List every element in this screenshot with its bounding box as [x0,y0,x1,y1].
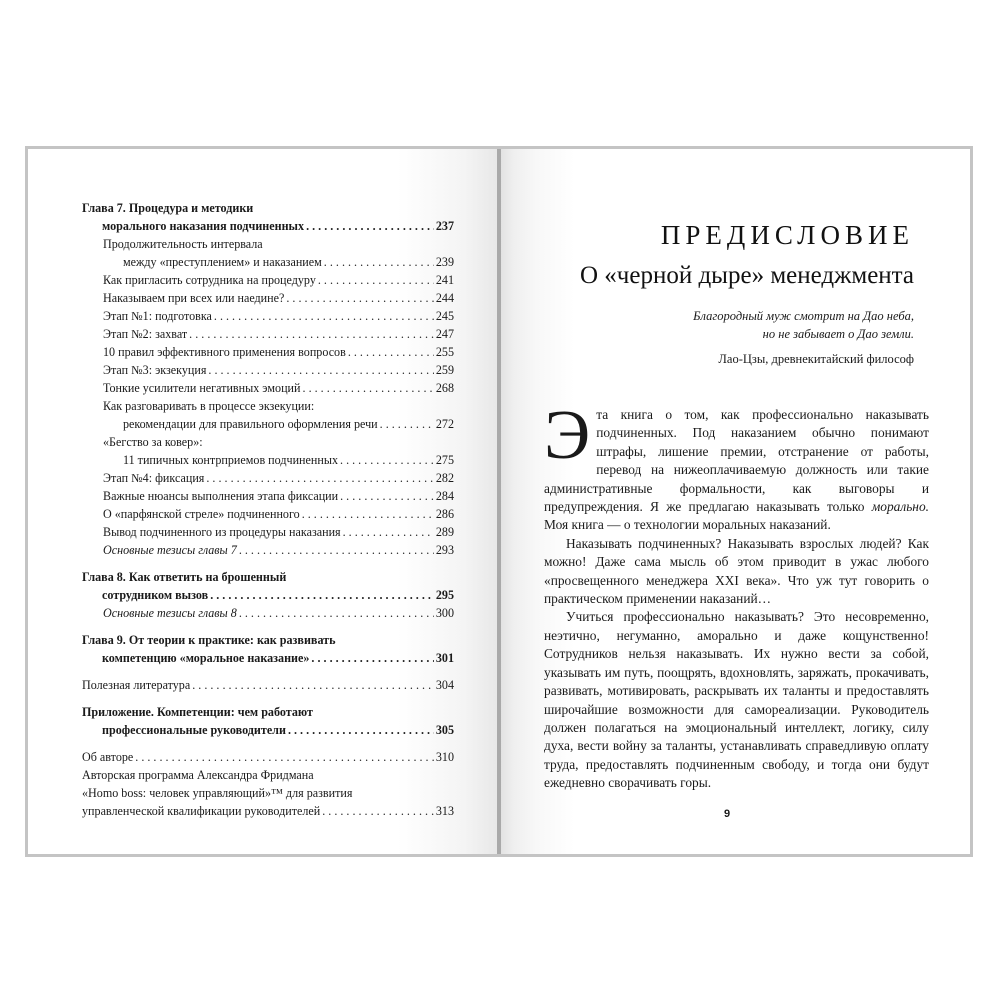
toc-line [82,676,454,694]
toc-entry [82,505,454,523]
toc-leader-dots [214,307,434,325]
toc-leader-dots [318,271,434,289]
toc-entry [82,199,454,235]
toc-leader-dots [302,505,434,523]
toc-leader-dots [189,325,434,343]
toc-leader-dots [135,748,434,766]
toc-page-number: 295 [435,588,454,602]
toc-line [103,487,454,505]
toc-entry [82,469,454,487]
toc-title: Об авторе [82,750,134,764]
paragraph-text: Моя книга — о технологии моральных наказаний. [544,517,831,533]
toc-entry [82,235,454,271]
drop-cap: Э [544,397,591,474]
toc-title: Тонкие усилители негативных эмоций [103,381,301,395]
toc-line [103,523,454,541]
toc-line [103,235,454,253]
toc-title: компетенцию «моральное наказание» [102,651,310,665]
toc-leader-dots [206,469,433,487]
toc-title: Авторская программа Александра Фридмана [82,768,314,782]
toc-entry [82,631,454,667]
toc-entry [82,703,454,739]
preface-subtitle: О «черной дыре» менеджмента [579,262,914,289]
toc-page-number: 301 [435,651,454,665]
toc-title: Наказываем при всех или наедине? [103,291,285,305]
toc-entry [82,604,454,622]
toc-entry [82,397,454,433]
toc-line [82,748,454,766]
toc-page-number: 300 [435,606,454,620]
toc-leader-dots [322,802,434,820]
toc-leader-dots [239,604,434,622]
toc-line [82,784,454,802]
epigraph-line: но не забывает о Дао земли. [762,327,914,341]
toc-entry [82,361,454,379]
toc-title: управленческой квалификации руководителей [82,804,321,818]
toc-leader-dots [192,676,434,694]
toc-page-number: 237 [435,219,454,233]
toc-line [103,451,454,469]
toc-title: Этап №2: захват [103,327,188,341]
toc-entry [82,541,454,559]
toc-title: сотрудником вызов [102,588,209,602]
toc-leader-dots [343,523,434,541]
toc-line [103,343,454,361]
toc-line [103,415,454,433]
toc-title: Основные тезисы главы 8 [103,606,237,620]
paragraph [544,397,929,535]
toc-entry [82,766,454,820]
toc-title: Важные нюансы выполнения этапа фиксации [103,489,339,503]
toc-title: 10 правил эффективного применения вопросов [103,345,346,359]
toc-title: Полезная литература [82,678,191,692]
preface-title: ПРЕДИСЛОВИЕ [660,220,914,250]
toc-title: между «преступлением» и наказанием [123,255,322,269]
toc-title: Вывод подчиненного из процедуры наказания [103,525,341,539]
paragraph-text: та книга о том, как профессионально наказывать подчиненных. Под наказанием обычно понимают штрафы, лишение премии, отстранение от работы, перевод на нижеоплачиваемую должность или такие административные формальности, как выговоры и предупреждения. Я же предлагаю наказывать только [544,407,929,515]
toc-page-number: 245 [435,309,454,323]
toc-page-number: 310 [435,750,454,764]
toc-page-number: 313 [435,804,454,818]
toc-leader-dots [210,586,434,604]
toc-title: Этап №4: фиксация [103,471,205,485]
page-number: 9 [724,808,731,820]
toc-line [82,199,454,217]
paragraph: Наказывать подчиненных? Наказывать взрослых людей? Как можно! Даже сама мысль об этом приводит в ужас любого «просвещенного менеджера XXI века». Что уж тут говорить о практическом применении наказаний… [544,535,929,607]
toc-entry [82,379,454,397]
toc-title: 11 типичных контрприемов подчиненных [123,453,339,467]
book-spine [497,149,501,854]
toc-title: морального наказания подчиненных [102,219,305,233]
toc-line [82,217,454,235]
toc-title: Продолжительность интервала [103,237,263,251]
toc-title: Основные тезисы главы 7 [103,543,237,557]
toc-page-number: 259 [435,363,454,377]
epigraph-author: Лао-Цзы, древнекитайский философ [718,352,914,366]
toc-line [103,307,454,325]
toc-line [82,649,454,667]
toc-title: рекомендации для правильного оформления речи [123,417,378,431]
toc-leader-dots [288,721,434,739]
toc-entry [82,523,454,541]
toc-title: «Homo boss: человек управляющий»™ для развития [82,786,353,800]
toc-page-number: 286 [435,507,454,521]
open-book [25,146,973,853]
toc-line [103,469,454,487]
toc-title: Этап №3: экзекуция [103,363,207,377]
toc-line [103,379,454,397]
toc-entry [82,343,454,361]
toc-page-number: 241 [435,273,454,287]
toc-entry [82,307,454,325]
toc-title: Глава 9. От теории к практике: как развивать [82,633,336,647]
toc-line [82,802,454,820]
toc-title: Глава 8. Как ответить на брошенный [82,570,287,584]
epigraph-line: Благородный муж смотрит на Дао неба, [693,309,914,323]
toc-leader-dots [239,541,434,559]
toc-title: «Бегство за ковер»: [103,435,203,449]
toc-leader-dots [348,343,434,361]
toc-page-number: 305 [435,723,454,737]
toc-line [103,541,454,559]
preface-header [580,219,914,291]
toc-title: Глава 7. Процедура и методики [82,201,254,215]
preface-body [544,397,929,793]
toc-line [103,289,454,307]
toc-leader-dots [306,217,434,235]
toc-page-number: 282 [435,471,454,485]
toc-page-number: 293 [435,543,454,557]
toc-line [103,325,454,343]
toc-line [103,397,454,415]
paragraph: Учиться профессионально наказывать? Это несовременно, неэтично, негуманно, аморально и даже кощунственно! Сотрудников нельзя наказывать. Их нужно вести за собой, указывать им путь, поощрять, вдохновлять, заряжать, прокачивать, развивать, мотивировать, раскрывать их таланты и предоставлять широчайшие возможности для самореализации. Руководитель должен полагаться на эмоциональный интеллект, логику, силу духа, вести войну за таланты, устанавливать справедливую оплату труда, предоставлять подчиненным свободу, и тогда они будут ежедневно сворачивать горы. [544,609,929,791]
right-page [499,146,973,857]
toc-line [82,766,454,784]
toc-title: Как разговаривать в процессе экзекуции: [103,399,315,413]
toc-line [82,721,454,739]
toc-page-number: 239 [435,255,454,269]
toc-leader-dots [340,451,434,469]
left-page [25,146,502,857]
toc-page-number: 284 [435,489,454,503]
toc-leader-dots [286,289,434,307]
toc-entry [82,289,454,307]
toc-entry [82,487,454,505]
toc-page-number: 247 [435,327,454,341]
toc-line [82,631,454,649]
toc-title: Как пригласить сотрудника на процедуру [103,273,316,287]
toc-entry [82,676,454,694]
toc-page-number: 275 [435,453,454,467]
toc-page-number: 289 [435,525,454,539]
table-of-contents [82,199,454,820]
toc-page-number: 304 [435,678,454,692]
toc-line [103,604,454,622]
toc-leader-dots [303,379,434,397]
emphasis-text: морально. [871,499,929,515]
toc-page-number: 255 [435,345,454,359]
toc-entry [82,568,454,604]
toc-line [103,271,454,289]
toc-line [103,361,454,379]
toc-line [103,505,454,523]
toc-line [82,586,454,604]
toc-page-number: 244 [435,291,454,305]
toc-leader-dots [208,361,433,379]
epigraph [693,307,914,368]
toc-entry [82,433,454,469]
toc-page-number: 268 [435,381,454,395]
toc-title: Приложение. Компетенции: чем работают [82,705,313,719]
toc-entry [82,325,454,343]
toc-title: О «парфянской стреле» подчиненного [103,507,300,521]
toc-entry [82,748,454,766]
toc-entry [82,271,454,289]
toc-line [82,703,454,721]
toc-title: профессиональные руководители [102,723,286,737]
toc-leader-dots [311,649,433,667]
toc-page-number: 272 [435,417,454,431]
toc-line [103,433,454,451]
toc-leader-dots [380,415,434,433]
toc-line [82,568,454,586]
toc-leader-dots [324,253,434,271]
toc-leader-dots [340,487,434,505]
toc-title: Этап №1: подготовка [103,309,212,323]
toc-line [103,253,454,271]
